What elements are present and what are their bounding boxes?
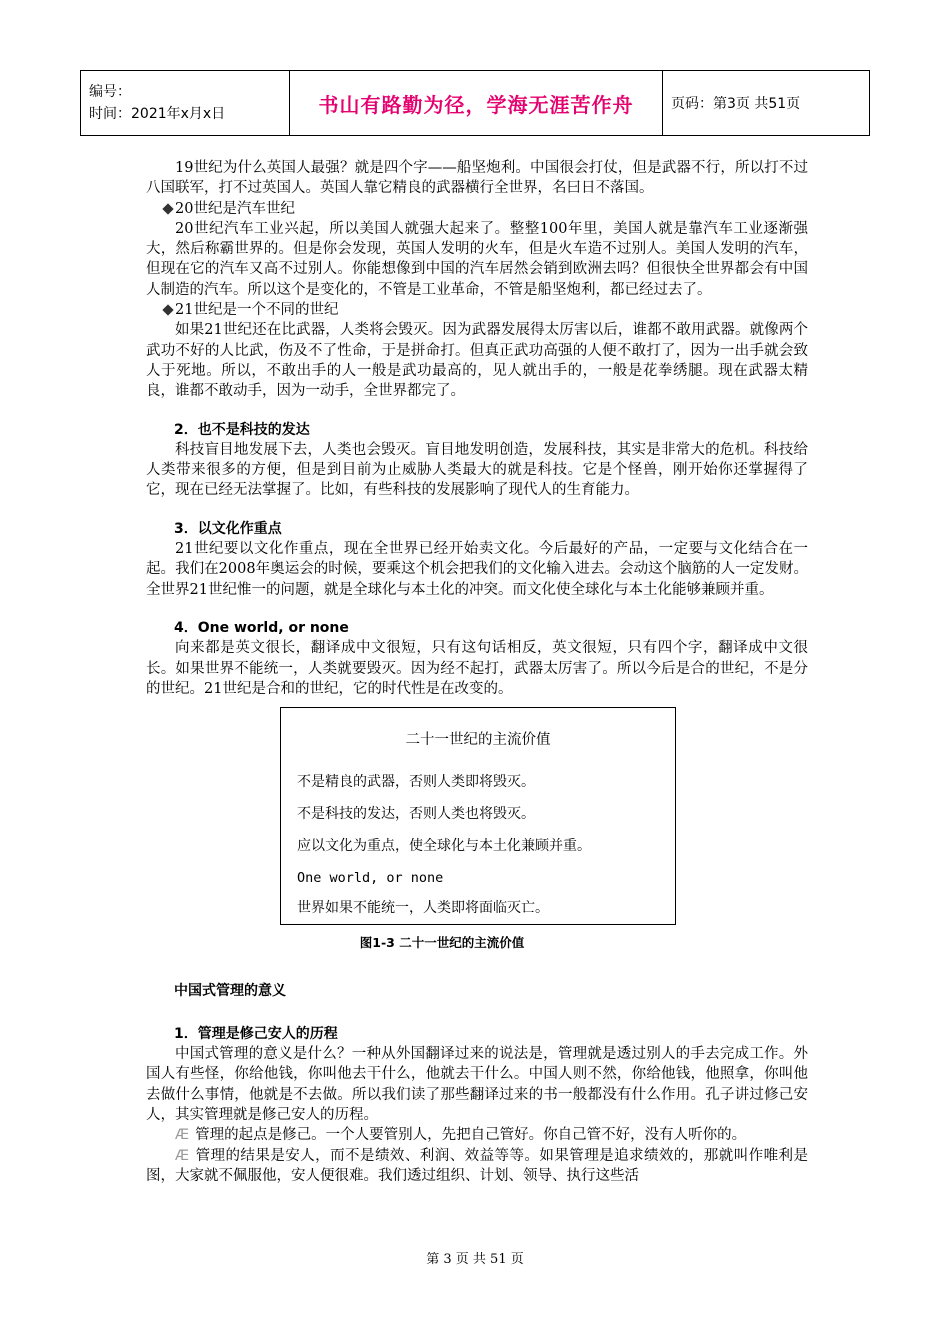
paragraph-text: 管理的结果是安人，而不是绩效、利润、效益等等。如果管理是追求绩效的，那就叫作唯利是图，大家就不佩服他，安人便很难。我们透过组织、计划、领导、执行这些活 [146,1147,808,1184]
figure-title: 二十一世纪的主流价值 [405,732,551,749]
page-footer: 第 3 页 共 51 页 [426,1252,524,1267]
section-title: 中国式管理的意义 [174,983,286,1000]
bullet-item [146,199,808,219]
paragraph: 19世纪为什么英国人最强？就是四个字——船坚炮利。中国很会打仗，但是武器不行，所以打不过八国联军，打不过英国人。英国人靠它精良的武器横行全世界，名曰日不落国。 [146,160,808,197]
paragraph: 20世纪汽车工业兴起，所以美国人就强大起来了。整整100年里，美国人就是靠汽车工业逐渐强大，然后称霸世界的。但是你会发现，英国人发明的火车，但是火车造不过别人。美国人发明的汽车，但现在它的汽车又高不过别人。你能想像到中国的汽车居然会销到欧洲去吗？但很快全世界都会有中国人制造的汽车。所以这个是变化的，不管是工业革命，不管是船坚炮利，都已经过去了。 [146,220,808,298]
diamond-bullet-icon [162,203,173,214]
ae-paragraph [146,1125,808,1145]
page-header [80,70,870,136]
paragraph-text: 管理的起点是修己。一个人要管别人，先把自己管好。你自己管不好，没有人听你的。 [195,1127,747,1144]
figure-box [280,707,676,925]
header-page-number: 页码：第3页 共51页 [663,71,870,136]
figure-line: 不是科技的发达，否则人类也将毁灭。 [297,806,535,823]
figure-line: 不是精良的武器，否则人类即将毁灭。 [297,774,535,791]
figure-caption: 图1-3 二十一世纪的主流价值 [359,935,525,951]
section-heading: 4．One world, or none [174,619,349,636]
diamond-bullet-icon [162,304,173,315]
header-meta [81,71,290,136]
bullet-text: 21世纪是一个不同的世纪 [175,302,339,319]
paragraph: 中国式管理的意义是什么？一种从外国翻译过来的说法是，管理就是透过别人的手去完成工作。外国人有些怪，你给他钱，你叫他去干什么，他就去干什么。中国人则不然，你给他钱，他照拿，你叫他去做什么事情，他就是不去做。所以我们读了那些翻译过来的书一般都没有什么作用。孔子讲过修己安人，其实管理就是修己安人的历程。 [146,1046,808,1123]
document-body [146,158,808,1186]
paragraph: 科技盲目地发展下去，人类也会毁灭。盲目地发明创造，发展科技，其实是非常大的危机。科技给人类带来很多的方便，但是到目前为止威胁人类最大的就是科技。它是个怪兽，刚开始你还掌握得了它，现在已经无法掌握了。比如，有些科技的发展影响了现代人的生育能力。 [146,441,808,499]
section-heading: 2．也不是科技的发达 [174,421,310,438]
paragraph: 如果21世纪还在比武器，人类将会毁灭。因为武器发展得太厉害以后，谁都不敢用武器。就像两个武功不好的人比武，伤及不了性命，于是拼命打。但真正武功高强的人便不敢打了，因为一出手就会致人于死地。所以，不敢出手的人一般是武功最高的，见人就出手的，一般是花拳绣腿。现在武器太精良，谁都不敢动手，因为一动手，全世界都完了。 [146,322,808,400]
figure-line: 应以文化为重点，使全球化与本土化兼顾并重。 [297,838,591,855]
ae-symbol: Æ [175,1127,190,1144]
figure-line: 世界如果不能统一，人类即将面临灭亡。 [297,900,549,917]
figure-line: One world, or none [297,870,444,887]
ae-symbol: Æ [175,1147,190,1164]
paragraph: 21世纪要以文化作重点，现在全世界已经开始卖文化。今后最好的产品，一定要与文化结合在一起。我们在2008年奥运会的时候，要乘这个机会把我们的文化输入进去。会动这个脑筋的人一定发财。全世界21世纪惟一的问题，就是全球化与本土化的冲突。而文化使全球化与本土化能够兼顾并重。 [146,541,808,598]
doc-number-label: 编号： [89,84,131,100]
ae-paragraph [146,1146,808,1187]
section-heading: 1．管理是修己安人的历程 [174,1025,338,1042]
bullet-text: 20世纪是汽车世纪 [175,200,295,217]
section-heading: 3．以文化作重点 [174,520,282,537]
header-slogan: 书山有路勤为径，学海无涯苦作舟 [290,71,663,136]
doc-time-label: 时间：2021年x月x日 [89,106,226,122]
paragraph: 向来都是英文很长，翻译成中文很短，只有这句话相反，英文很短，只有四个字，翻译成中文很长。如果世界不能统一，人类就要毁灭。因为经不起打，武器太厉害了。所以今后是合的世纪，不是分的世纪。21世纪是合和的世纪，它的时代性是在改变的。 [146,640,808,697]
bullet-item [146,300,808,320]
